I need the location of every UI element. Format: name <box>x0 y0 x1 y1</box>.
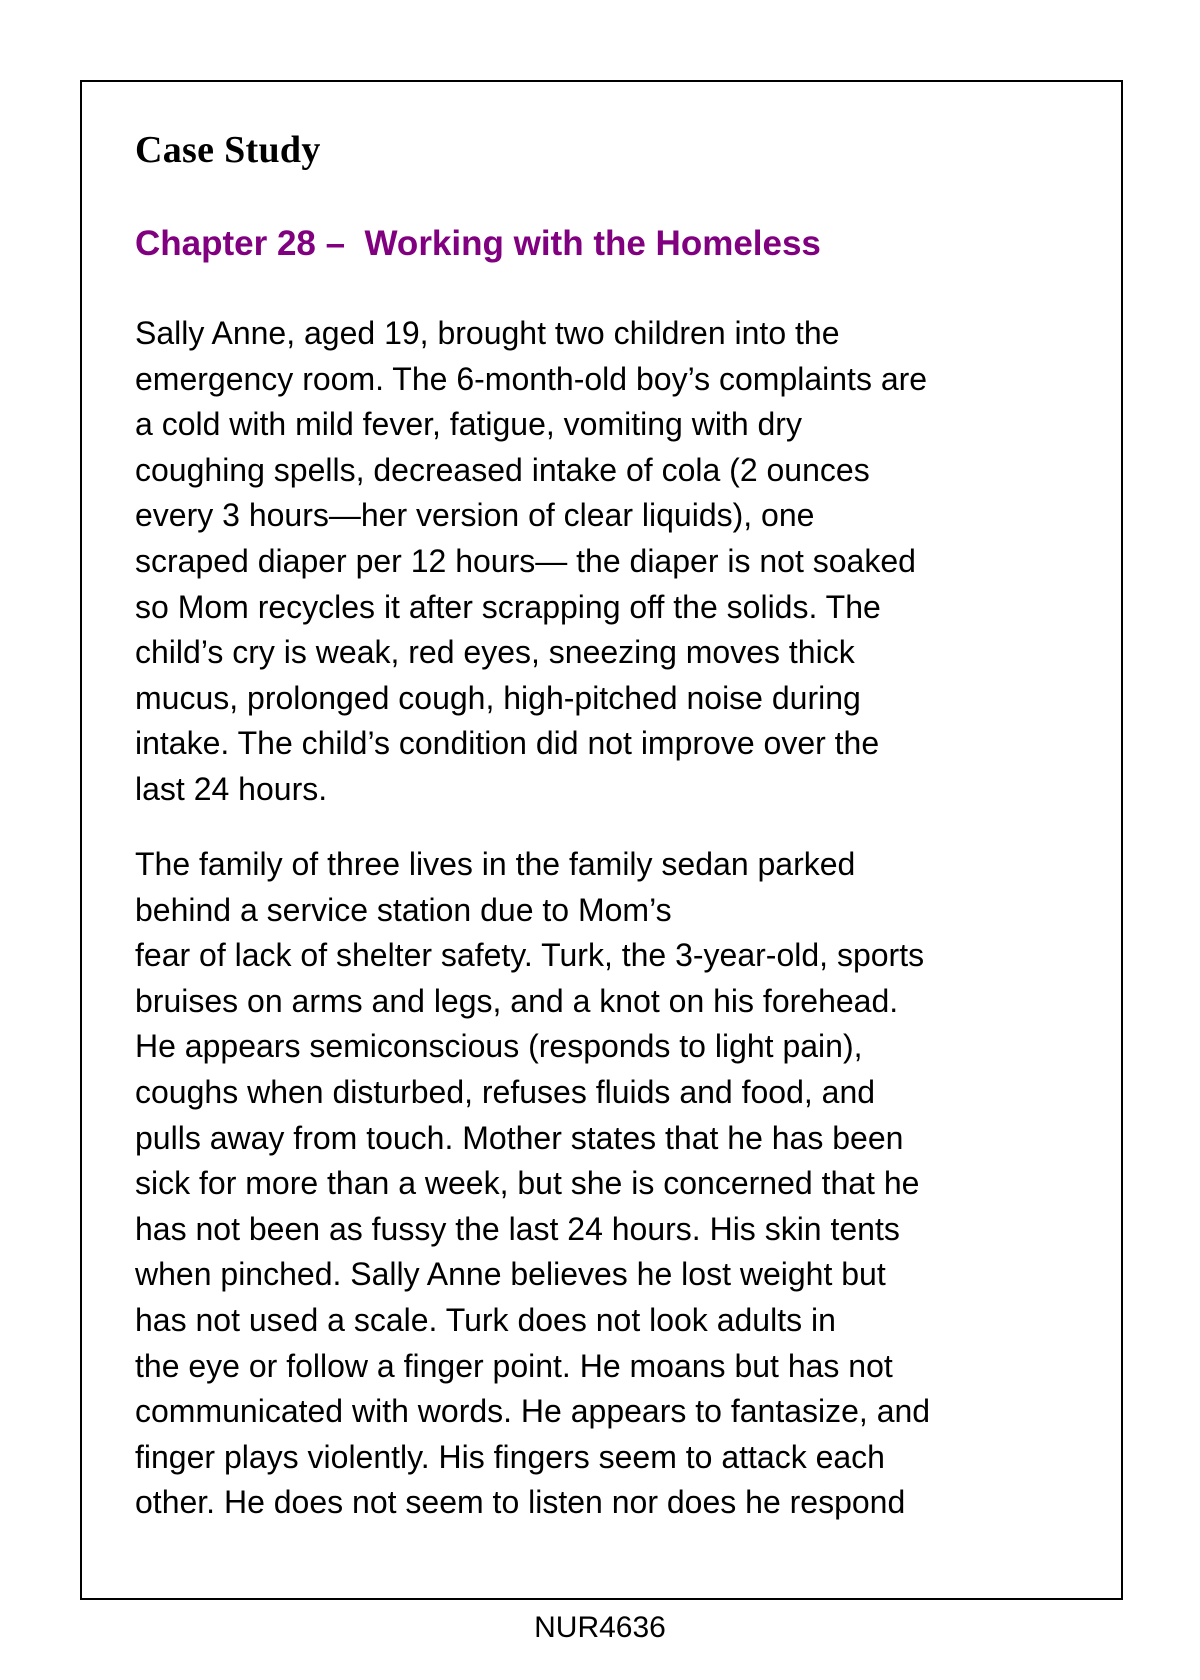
footer-course-code: NUR4636 <box>534 1611 666 1644</box>
paragraph-line: pulls away from touch. Mother states that he has been <box>135 1119 904 1156</box>
paragraph-line: scraped diaper per 12 hours— the diaper is not soaked <box>135 542 916 579</box>
paragraph-line: behind a service station due to Mom’s <box>135 891 672 928</box>
paragraph-line: Sally Anne, aged 19, brought two children into the <box>135 315 840 351</box>
paragraph-line: emergency room. The 6-month-old boy’s complaints are <box>135 360 928 397</box>
paragraph-line: finger plays violently. His fingers seem to attack each <box>135 1438 885 1475</box>
paragraph-line: mucus, prolonged cough, high-pitched noise during <box>135 679 861 716</box>
paragraph-line: bruises on arms and legs, and a knot on his forehead. <box>135 982 899 1019</box>
paragraph-line: a cold with mild fever, fatigue, vomiting with dry <box>135 406 802 443</box>
paragraph-line: the eye or follow a finger point. He moans but has not <box>135 1347 893 1384</box>
paragraph-line: coughs when disturbed, refuses fluids and food, and <box>135 1073 876 1110</box>
paragraph-line: communicated with words. He appears to fantasize, and <box>135 1393 931 1430</box>
paragraph-line: coughing spells, decreased intake of cola (2 ounces <box>135 451 870 488</box>
paragraph-line: last 24 hours. <box>135 770 328 807</box>
paragraph-line: every 3 hours—her version of clear liquids), one <box>135 497 815 534</box>
paragraph-line: intake. The child’s condition did not improve over the <box>135 725 880 762</box>
paragraph-line: The family of three lives in the family sedan parked <box>135 846 856 882</box>
paragraph-line: when pinched. Sally Anne believes he lost weight but <box>135 1256 886 1293</box>
paragraph-line: child’s cry is weak, red eyes, sneezing moves thick <box>135 634 855 671</box>
paragraph-1 <box>135 311 1075 813</box>
paragraph-line: He appears semiconscious (responds to light pain), <box>135 1028 863 1065</box>
paragraph-line: sick for more than a week, but she is concerned that he <box>135 1165 920 1202</box>
paragraph-line: has not used a scale. Turk does not look adults in <box>135 1301 836 1338</box>
paragraph-line: so Mom recycles it after scrapping off the solids. The <box>135 588 881 625</box>
paragraph-line: other. He does not seem to listen nor does he respond <box>135 1484 906 1521</box>
case-study-heading: Case Study <box>135 129 321 171</box>
paragraph-2 <box>135 842 1075 1526</box>
paragraph-line: fear of lack of shelter safety. Turk, the 3-year-old, sports <box>135 937 925 974</box>
chapter-title: Chapter 28 – Working with the Homeless <box>135 224 821 263</box>
paragraph-line: has not been as fussy the last 24 hours. His skin tents <box>135 1210 900 1247</box>
